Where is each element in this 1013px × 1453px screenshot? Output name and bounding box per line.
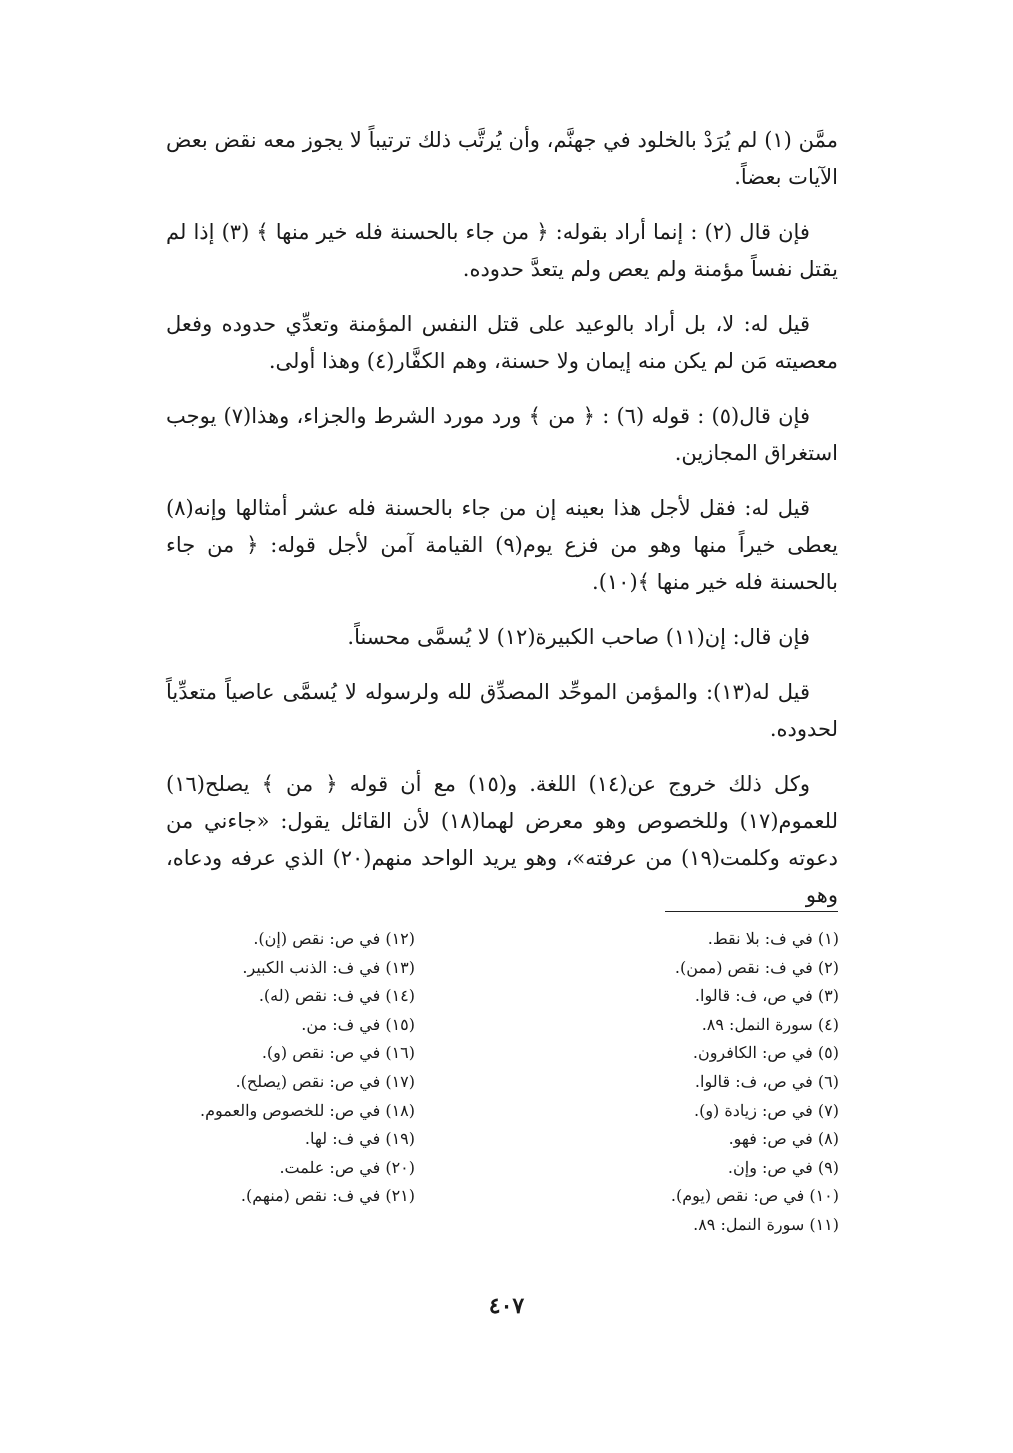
paragraph-7: قيل له(١٣): والمؤمن الموحِّد المصدِّق لله ولرسوله لا يُسمَّى عاصياً متعدِّياً لحدوده. — [166, 680, 838, 741]
footnote: (٧) في ص: زيادة (و). — [693, 1100, 839, 1120]
footnote: (٢) في ف: نقص (ممن). — [674, 957, 839, 977]
paragraph-5: قيل له: فقل لأجل هذا بعينه إن من جاء بالحسنة فله عشر أمثالها وإنه(٨) يعطى خيراً منها وهو من فزع يوم(٩) القيامة آمن لأجل قوله: ﴿ من جاء بالحسنة فله خير منها ﴾(١٠). — [166, 496, 838, 594]
footnote-divider — [665, 911, 838, 912]
footnote: (١٦) في ص: نقص (و). — [261, 1043, 415, 1063]
footnote: (١٢) في ص: نقص (إن). — [253, 929, 415, 948]
footnote: (٢١) في ف: نقص (منهم). — [240, 1186, 415, 1206]
footnote: (٢٠) في ص: علمت. — [279, 1157, 415, 1177]
footnote: (١٨) في ص: للخصوص والعموم. — [200, 1100, 415, 1120]
paragraph-3: قيل له: لا، بل أراد بالوعيد على قتل النفس المؤمنة وتعدِّي حدوده وفعل معصيته مَن لم يكن منه إيمان ولا حسنة، وهم الكفَّار(٤) وهذا أولى. — [166, 312, 838, 373]
page-number: ٤٠٧ — [488, 1293, 525, 1319]
footnote: (٨) في ص: فهو. — [728, 1129, 839, 1149]
footnote: (٣) في ص، ف: قالوا. — [694, 986, 839, 1006]
footnote: (٦) في ص، ف: قالوا. — [694, 1071, 839, 1091]
paragraph-2: فإن قال (٢) : إنما أراد بقوله: ﴿ من جاء بالحسنة فله خير منها ﴾ (٣) إذا لم يقتل نفساً مؤمنة ولم يعص ولم يتعدَّ حدوده. — [166, 220, 838, 281]
footnotes-right-column — [579, 925, 839, 1240]
footnotes-left-column — [155, 925, 415, 1211]
footnote: (١٥) في ف: من. — [301, 1014, 415, 1034]
paragraph-8: وكل ذلك خروج عن(١٤) اللغة. و(١٥) مع أن قوله ﴿ من ﴾ يصلح(١٦) للعموم(١٧) وللخصوص وهو معرض لهما(١٨) لأن القائل يقول: «جاءني من دعوته وكلمت(١٩) من عرفته»، وهو يريد الواحد منهم(٢٠) الذي عرفه ودعاه، وهو — [166, 772, 839, 907]
paragraph-6: فإن قال: إن(١١) صاحب الكبيرة(١٢) لا يُسمَّى محسناً. — [347, 625, 810, 649]
footnote: (١٩) في ف: لها. — [304, 1129, 415, 1149]
paragraph-4: فإن قال(٥) : قوله (٦) : ﴿ من ﴾ ورد مورد الشرط والجزاء، وهذا(٧) يوجب استغراق المجازين. — [166, 404, 838, 465]
footnote: (٤) سورة النمل: ٨٩. — [701, 1014, 839, 1034]
footnote: (١٠) في ص: نقص (يوم). — [670, 1186, 839, 1206]
footnote: (١٣) في ف: الذنب الكبير. — [242, 957, 415, 977]
footnote: (٩) في ص: وإن. — [727, 1157, 839, 1177]
footnote: (١١) سورة النمل: ٨٩. — [693, 1214, 839, 1234]
footnote: (٥) في ص: الكافرون. — [692, 1043, 839, 1063]
main-text — [166, 122, 838, 932]
footnote: (١٧) في ص: نقص (يصلح). — [235, 1071, 415, 1091]
paragraph-1: ممَّن (١) لم يُرَدْ بالخلود في جهنَّم، وأن يُرتَّب ذلك ترتيباً لا يجوز معه نقض بعض الآيات بعضاً. — [166, 128, 838, 189]
footnote: (١) في ف: بلا نقط. — [707, 929, 839, 948]
footnote: (١٤) في ف: نقص (له). — [258, 986, 415, 1006]
